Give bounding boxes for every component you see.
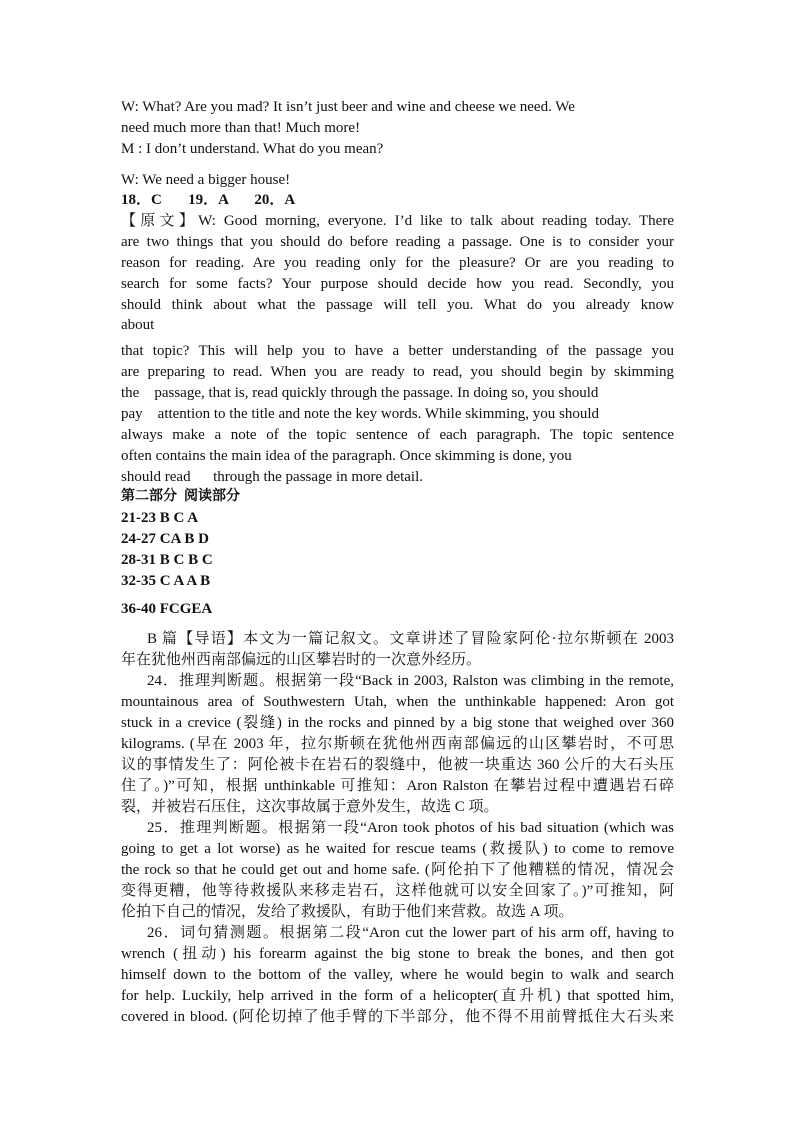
- answer-group: 24-27 CA B D: [121, 531, 209, 547]
- analysis-line: for help. Luckily, help arrived in the form of a helicopter(直升机) that spotted him,: [121, 988, 674, 1004]
- analysis-line: wrench (扭动) his forearm against the big stone to break the bones, and then got: [121, 946, 674, 962]
- analysis-line: the rock so that he could get out and home safe. (阿伦拍下了他糟糕的情况，情况会: [121, 862, 674, 878]
- analysis-line: going to get a lot worse) as he waited for rescue teams (救援队) to come to remove: [121, 841, 674, 857]
- original-text-line: are preparing to read. When you are ready to read, you should begin by skimming: [121, 364, 674, 380]
- original-text-line: search for some facts? Your purpose should decide how you read. Secondly, you: [121, 276, 674, 292]
- answer-group: 32-35 C A A B: [121, 573, 211, 589]
- analysis-line: 25．推理判断题。根据第一段“Aron took photos of his bad situation (which was: [147, 820, 674, 836]
- analysis-line: stuck in a crevice (裂缝) in the rocks and pinned by a big stone that weighed over 360: [121, 715, 674, 731]
- original-text-line: the passage, that is, read quickly through the passage. In doing so, you should: [121, 385, 599, 401]
- original-text-line: pay attention to the title and note the key words. While skimming, you should: [121, 406, 599, 422]
- original-text-line: always make a note of the topic sentence of each paragraph. The topic sentence: [121, 427, 674, 443]
- analysis-line: 住了。)”可知，根据 unthinkable 可推知：Aron Ralston 在攀岩过程中遭遇岩石碎: [121, 778, 674, 794]
- dialogue-line: W: What? Are you mad? It isn’t just beer and wine and cheese we need. We: [121, 99, 575, 115]
- dialogue-line: M : I don’t understand. What do you mean?: [121, 141, 384, 157]
- original-text-line: 【原文】W: Good morning, everyone. I’d like to talk about reading today. There: [121, 213, 674, 229]
- answer-group: 28-31 B C B C: [121, 552, 213, 568]
- original-text-line: should read through the passage in more detail.: [121, 469, 424, 485]
- section-title: 第二部分 阅读部分: [121, 489, 240, 504]
- analysis-line: 伦拍下自己的情况，发给了救援队，有助于他们来营救。故选 A 项。: [121, 904, 574, 920]
- original-text-line: should think about what the passage will tell you. What do you already know: [121, 297, 674, 313]
- dialogue-line: need much more than that! Much more!: [121, 120, 361, 136]
- analysis-line: himself down to the bottom of the valley, where he would begin to walk and search: [121, 967, 674, 983]
- analysis-line: 裂，并被岩石压住，这次事故属于意外发生，故选 C 项。: [121, 799, 499, 815]
- original-text-line: often contains the main idea of the paragraph. Once skimming is done, you: [121, 448, 572, 464]
- analysis-line: 26．词句猜测题。根据第二段“Aron cut the lower part of his arm off, having to: [147, 925, 674, 941]
- dialogue-line: W: We need a bigger house!: [121, 172, 291, 188]
- analysis-line: B 篇【导语】本文为一篇记叙文。文章讲述了冒险家阿伦·拉尔斯顿在 2003: [147, 631, 674, 647]
- analysis-line: mountainous area of Southwestern Utah, when the unthinkable happened: Aron got: [121, 694, 674, 710]
- answer-group: 21-23 B C A: [121, 510, 199, 526]
- original-text-line: about: [121, 317, 155, 333]
- analysis-line: 24．推理判断题。根据第一段“Back in 2003, Ralston was climbing in the remote,: [147, 673, 674, 689]
- analysis-line: covered in blood. (阿伦切掉了他手臂的下半部分，他不得不用前臂抵住大石头来: [121, 1009, 674, 1025]
- analysis-line: 变得更糟，他等待救援队来移走岩石，这样他就可以安全回家了。)”可推知，阿: [121, 883, 674, 899]
- answers-18-20: 18．C 19．A 20．A: [121, 192, 296, 208]
- answer-group: 36-40 FCGEA: [121, 601, 213, 617]
- original-text-line: that topic? This will help you to have a better understanding of the passage you: [121, 343, 674, 359]
- analysis-line: 年在犹他州西南部偏远的山区攀岩时的一次意外经历。: [121, 652, 482, 668]
- original-text-line: are two things that you should do before reading a passage. One is to consider your: [121, 234, 674, 250]
- original-text-line: reason for reading. Are you reading only for the pleasure? Or are you reading to: [121, 255, 674, 271]
- analysis-line: kilograms. (早在 2003 年，拉尔斯顿在犹他州西南部偏远的山区攀岩时，不可思: [121, 736, 674, 752]
- analysis-line: 议的事情发生了：阿伦被卡在岩石的裂缝中，他被一块重达 360 公斤的大石头压: [121, 757, 674, 773]
